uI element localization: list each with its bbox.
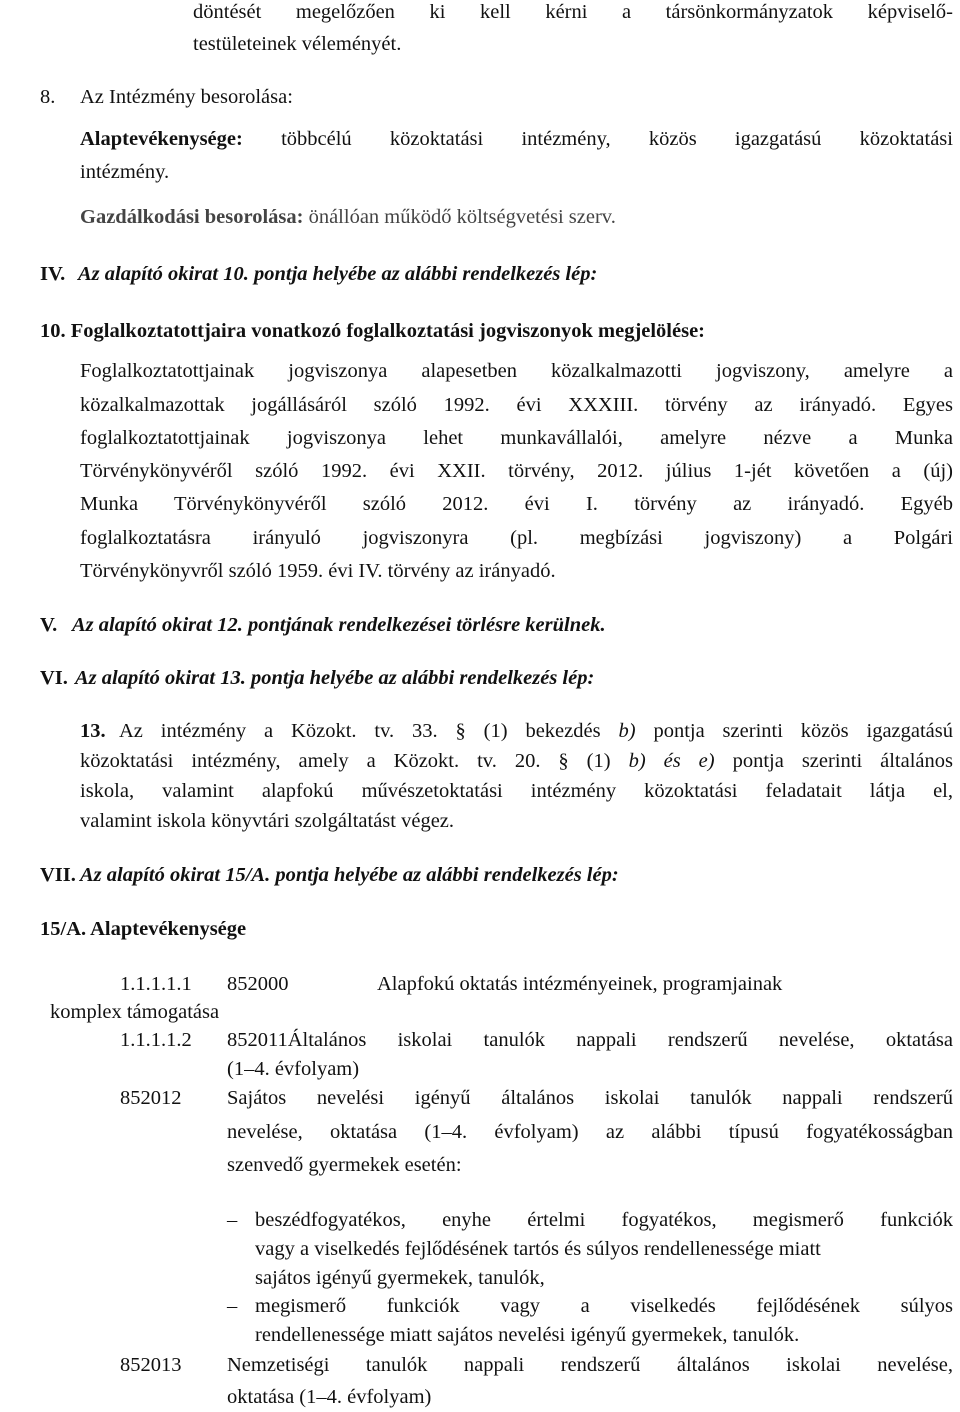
section-VII-number: VII. [40,864,76,886]
point-13-l2b: b) és e) [628,750,715,772]
point-13-line-3: iskola, valamint alapfokú művészetoktatási intézmény közoktatási feladatait látja el, [80,780,953,802]
row3-code: 852012 [120,1087,182,1109]
point-10-line-4: Törvénykönyvéről szóló 1992. évi XXII. törvény, 2012. július 1-jét követően a (új) [80,460,953,482]
section-V-heading: Az alapító okirat 12. pontjának rendelkezései törlésre kerülnek. [72,614,606,636]
section-VI-number: VI. [40,667,68,689]
point-13-l1b: b) [618,720,636,742]
row1-code: 852000 [227,973,289,995]
continuation-line-2: testületeinek véleményét. [193,33,402,55]
point-10-line-3: foglalkoztatottjainak jogviszonya lehet munkavállalói, amelyre nézve a Munka [80,427,953,449]
point-13-line-2 [80,749,953,774]
row2-number: 1.1.1.1.2 [120,1029,192,1051]
row2-text: 852011Általános iskolai tanulók nappali rendszerű nevelése, oktatása [227,1029,953,1051]
point-13-l1a: Az intézmény a Közokt. tv. 33. § (1) bekezdés [119,720,601,742]
bullet-2-line-1: megismerő funkciók vagy a viselkedés fejlődésének súlyos [255,1295,953,1317]
section-V-number: V. [40,614,58,636]
bullet-2-dash: – [227,1295,238,1317]
continuation-line-1: döntését megelőzően ki kell kérni a társönkormányzatok képviselő- [193,1,953,23]
bullet-1-line-2: vagy a viselkedés fejlődésének tartós és súlyos rendellenessége miatt [255,1238,821,1260]
row4-line-1: Nemzetiségi tanulók nappali rendszerű általános iskolai nevelése, [227,1354,953,1376]
gazdalkodasi-text: önállóan működő költségvetési szerv. [308,206,616,228]
row2-cont: (1–4. évfolyam) [227,1058,360,1080]
point-10-line-1: Foglalkoztatottjainak jogviszonya alapesetben közalkalmazotti jogviszony, amelyre a [80,360,953,382]
section-8-number: 8. [40,86,56,108]
row4-code: 852013 [120,1354,182,1376]
gazdalkodasi-label: Gazdálkodási besorolása: [80,206,304,228]
point-10-heading: 10. Foglalkoztatottjaira vonatkozó foglalkoztatási jogviszonyok megjelölése: [40,320,706,342]
section-VI-heading: Az alapító okirat 13. pontja helyébe az alábbi rendelkezés lép: [75,667,595,689]
alaptevekenyseg-line [80,127,953,152]
row1-cont: komplex támogatása [50,1001,220,1023]
alaptevekenyseg-text: többcélú közoktatási intézmény, közös igazgatású közoktatási [281,128,953,150]
section-IV-heading: Az alapító okirat 10. pontja helyébe az alábbi rendelkezés lép: [78,263,598,285]
alaptevekenyseg-cont: intézmény. [80,161,170,183]
point-10-line-7: Törvénykönyvről szóló 1959. évi IV. törvény az irányadó. [80,560,556,582]
point-13-number: 13. [80,720,106,742]
row1-text: Alapfokú oktatás intézményeinek, programjainak [377,973,783,995]
row3-line-2: nevelése, oktatása (1–4. évfolyam) az alábbi típusú fogyatékosságban [227,1121,953,1143]
point-13-l2c: pontja szerinti általános [732,750,953,772]
point-13-l1c: pontja szerinti közös igazgatású [653,720,954,742]
point-15a-heading: 15/A. Alaptevékenysége [40,918,247,940]
bullet-1-dash: – [227,1209,238,1231]
row3-line-1: Sajátos nevelési igényű általános iskolai tanulók nappali rendszerű [227,1087,953,1109]
section-IV-number: IV. [40,263,66,285]
point-10-line-5: Munka Törvénykönyvéről szóló 2012. évi I. törvény az irányadó. Egyéb [80,493,953,515]
point-10-line-2: közalkalmazottak jogállásáról szóló 1992. évi XXXIII. törvény az irányadó. Egyes [80,394,953,416]
point-13-line-1 [119,719,953,744]
alaptevekenyseg-label: Alaptevékenysége: [80,128,243,150]
point-13-l2a: közoktatási intézmény, amely a Közokt. tv. 20. § (1) [80,750,611,772]
row1-number: 1.1.1.1.1 [120,973,192,995]
section-VII-heading: Az alapító okirat 15/A. pontja helyébe az alábbi rendelkezés lép: [80,864,619,886]
row3-line-3: szenvedő gyermekek esetén: [227,1154,462,1176]
point-10-line-6: foglalkoztatásra irányuló jogviszonyra (pl. megbízási jogviszony) a Polgári [80,527,953,549]
bullet-1-line-3: sajátos igényű gyermekek, tanulók, [255,1267,545,1289]
row4-line-2: oktatása (1–4. évfolyam) [227,1386,432,1408]
section-8-heading: Az Intézmény besorolása: [80,86,293,108]
bullet-2-line-2: rendellenessége miatt sajátos nevelési igényű gyermekek, tanulók. [255,1324,800,1346]
bullet-1-line-1: beszédfogyatékos, enyhe értelmi fogyatékos, megismerő funkciók [255,1209,953,1231]
gazdalkodasi-line [80,205,616,230]
point-13-line-4: valamint iskola könyvtári szolgáltatást végez. [80,810,455,832]
